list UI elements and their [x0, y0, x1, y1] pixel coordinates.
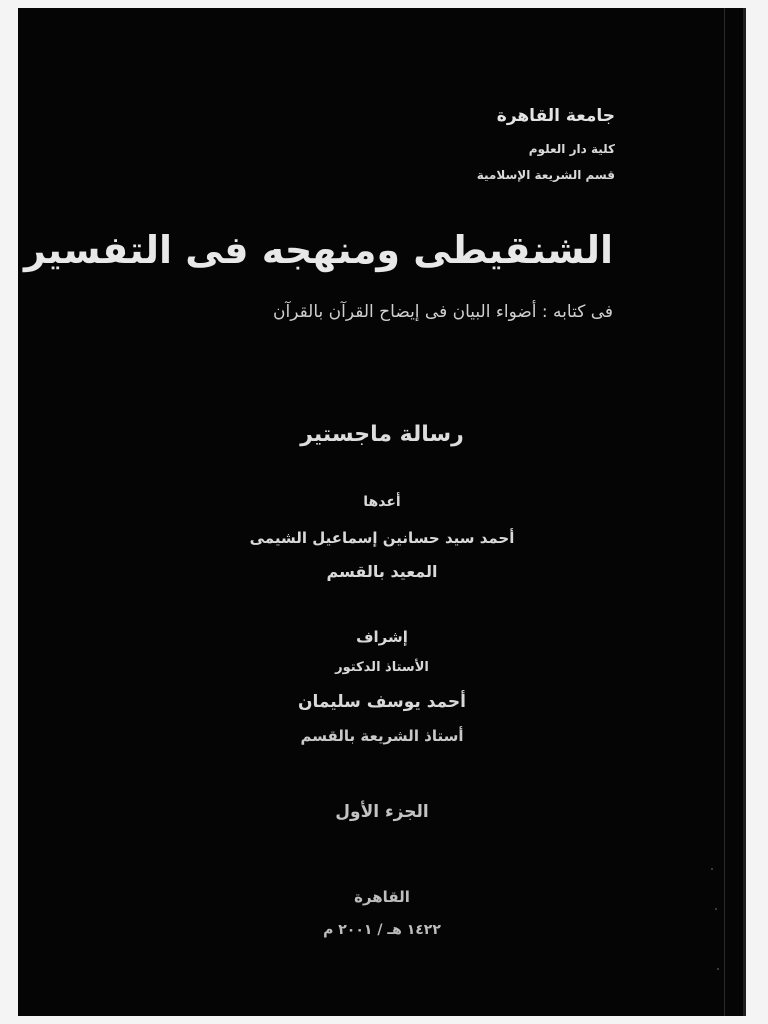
scan-speck — [717, 968, 719, 970]
supervision-label: إشراف — [356, 628, 408, 646]
scan-speck — [715, 908, 717, 910]
supervisor-title: الأستاذ الدكتور — [335, 660, 429, 675]
department-name: قسم الشريعة الإسلامية — [476, 168, 615, 182]
page-edge-line — [724, 8, 725, 1016]
author-name: أحمد سيد حسانين إسماعيل الشيمى — [249, 529, 515, 547]
publication-city: القاهرة — [354, 888, 410, 906]
university-name: جامعة القاهرة — [496, 106, 615, 126]
supervisor-name: أحمد يوسف سليمان — [297, 692, 467, 712]
cover-page — [18, 8, 746, 1016]
volume-label: الجزء الأول — [335, 802, 429, 822]
thesis-subtitle: فى كتابه : أضواء البيان فى إيضاح القرآن بالقرآن — [273, 302, 613, 322]
degree-label: رسالة ماجستير — [300, 422, 464, 447]
publication-date: ١٤٢٢ هـ / ٢٠٠١ م — [323, 922, 441, 938]
scan-speck — [711, 868, 713, 870]
prepared-by-label: أعدها — [363, 494, 401, 510]
thesis-title: الشنقيطى ومنهجه فى التفسير — [24, 228, 613, 272]
college-name: كلية دار العلوم — [528, 142, 615, 156]
supervisor-role: أستاذ الشريعة بالقسم — [300, 727, 464, 745]
author-role: المعيد بالقسم — [326, 562, 438, 581]
